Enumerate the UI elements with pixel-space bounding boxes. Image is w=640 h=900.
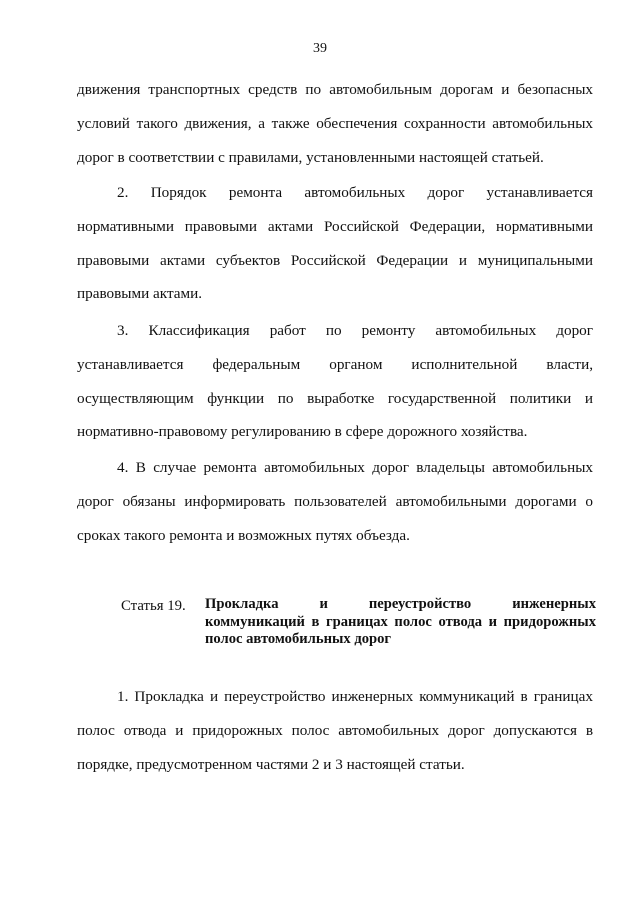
article-label: Статья 19.: [121, 598, 186, 614]
article-title-line-1: Прокладка и переустройство инженерных: [205, 596, 596, 612]
paragraph-3: 3. Классификация работ по ремонту автомобильных дорог устанавливается федеральным органом исполнительной власти, осуществляющим функции по выработке государственной политики и нормативно-правовому регулированию в сфере дорожного хозяйства.: [77, 322, 593, 441]
paragraph-4: 4. В случае ремонта автомобильных дорог владельцы автомобильных дорог обязаны информировать пользователей автомобильными дорогами о сроках такого ремонта и возможных путях объезда.: [77, 459, 593, 544]
paragraph-2: 2. Порядок ремонта автомобильных дорог устанавливается нормативными правовыми актами Российской Федерации, нормативными правовыми актами субъектов Российской Федерации и муниципальными правовыми актами.: [77, 184, 593, 303]
article-paragraph-1: 1. Прокладка и переустройство инженерных коммуникаций в границах полос отвода и придорожных полос автомобильных дорог допускаются в порядке, предусмотренном частями 2 и 3 настоящей статьи.: [77, 688, 593, 773]
page-number: 39: [313, 41, 327, 56]
article-title: [205, 596, 596, 649]
paragraph-continuation: движения транспортных средств по автомобильным дорогам и безопасных условий такого движения, а также обеспечения сохранности автомобильных дорог в соответствии с правилами, установленными настоящей статьей.: [77, 81, 593, 166]
article-title-rest: коммуникаций в границах полос отвода и придорожных полос автомобильных дорог: [205, 613, 596, 647]
